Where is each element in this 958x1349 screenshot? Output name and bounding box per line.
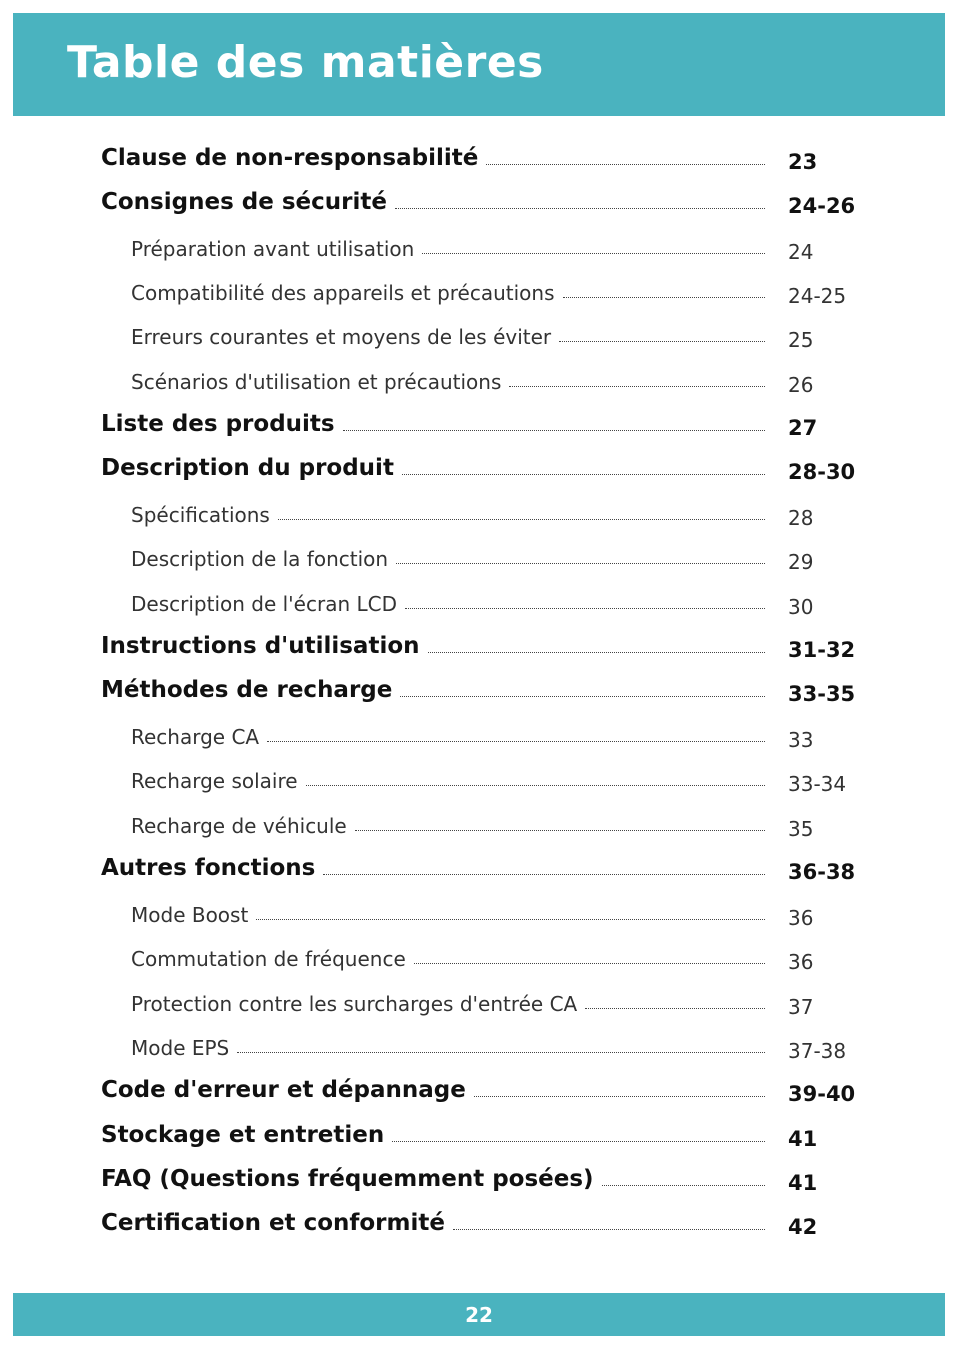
dotted-leader <box>323 874 765 875</box>
toc-entry-label: Erreurs courantes et moyens de les éviter <box>131 325 552 349</box>
toc-entry-page: 37-38 <box>788 1039 847 1063</box>
toc-entry-label: Description de la fonction <box>131 547 389 571</box>
toc-entry-label: Code d'erreur et dépannage <box>101 1077 466 1103</box>
toc-entry-label: Scénarios d'utilisation et précautions <box>131 370 502 394</box>
toc-entry-label: Liste des produits <box>101 411 335 437</box>
toc-entry-page: 33 <box>788 728 814 752</box>
toc-entry[interactable] <box>131 974 958 1019</box>
footer-banner <box>13 1293 945 1336</box>
dotted-leader <box>453 1229 765 1230</box>
dotted-leader <box>474 1096 765 1097</box>
toc-entry-label: Recharge de véhicule <box>131 814 347 838</box>
toc-entry[interactable] <box>131 352 958 397</box>
dotted-leader <box>396 563 765 564</box>
toc-entry-page: 33-35 <box>788 682 856 706</box>
toc-entry[interactable] <box>101 174 958 218</box>
toc-entry-label: Spécifications <box>131 503 270 527</box>
dotted-leader <box>428 652 765 653</box>
toc-entry-label: Description de l'écran LCD <box>131 592 397 616</box>
dotted-leader <box>392 1141 765 1142</box>
toc-entry-page: 41 <box>788 1127 818 1151</box>
toc-entry-label: Mode Boost <box>131 903 249 927</box>
toc-entry[interactable] <box>101 1195 958 1239</box>
toc-entry[interactable] <box>131 485 958 530</box>
toc-entry-page: 41 <box>788 1171 818 1195</box>
toc-entry-label: Préparation avant utilisation <box>131 237 415 261</box>
toc-entry[interactable] <box>131 751 958 796</box>
dotted-leader <box>563 297 765 298</box>
toc-entry-page: 27 <box>788 416 818 440</box>
dotted-leader <box>400 696 765 697</box>
toc-entry[interactable] <box>101 1151 958 1195</box>
toc-entry-label: Description du produit <box>101 455 394 481</box>
toc-entry-label: Méthodes de recharge <box>101 677 393 703</box>
dotted-leader <box>267 741 765 742</box>
toc-entry[interactable] <box>131 885 958 930</box>
dotted-leader <box>422 253 765 254</box>
dotted-leader <box>256 919 765 920</box>
toc-entry-page: 35 <box>788 817 814 841</box>
toc-entry-label: Compatibilité des appareils et précautions <box>131 281 555 305</box>
toc-entry-page: 33-34 <box>788 772 847 796</box>
toc-entry[interactable] <box>131 929 958 974</box>
dotted-leader <box>486 164 765 165</box>
toc-entry[interactable] <box>101 440 958 484</box>
dotted-leader <box>559 341 765 342</box>
dotted-leader <box>306 785 765 786</box>
toc-entry-page: 42 <box>788 1215 818 1239</box>
dotted-leader <box>602 1185 765 1186</box>
toc-entry[interactable] <box>131 307 958 352</box>
dotted-leader <box>585 1008 765 1009</box>
toc-entry-page: 37 <box>788 995 814 1019</box>
toc-entry-label: Clause de non-responsabilité <box>101 145 479 171</box>
toc-entry-page: 24-26 <box>788 194 856 218</box>
toc-entry[interactable] <box>101 396 958 440</box>
toc-entry-page: 31-32 <box>788 638 856 662</box>
toc-entry[interactable] <box>131 796 958 841</box>
toc-entry-page: 36 <box>788 950 814 974</box>
toc-entry[interactable] <box>101 1107 958 1151</box>
toc-entry-label: Mode EPS <box>131 1036 230 1060</box>
toc-entry-label: Recharge solaire <box>131 769 298 793</box>
toc-entry-label: Stockage et entretien <box>101 1122 385 1148</box>
toc-entry-page: 23 <box>788 150 818 174</box>
toc-entry-label: Instructions d'utilisation <box>101 633 420 659</box>
toc-entry-page: 25 <box>788 328 814 352</box>
toc-entry[interactable] <box>101 618 958 662</box>
toc-entry[interactable] <box>101 662 958 706</box>
toc-entry[interactable] <box>101 840 958 884</box>
toc-entry[interactable] <box>131 707 958 752</box>
toc-entry[interactable] <box>131 529 958 574</box>
toc-entry-label: Autres fonctions <box>101 855 316 881</box>
toc-entry-label: Commutation de fréquence <box>131 947 406 971</box>
toc-entry-label: Consignes de sécurité <box>101 189 387 215</box>
dotted-leader <box>355 830 765 831</box>
dotted-leader <box>414 963 765 964</box>
dotted-leader <box>395 208 765 209</box>
toc-entry[interactable] <box>131 1018 958 1063</box>
toc-entry[interactable] <box>131 574 958 619</box>
dotted-leader <box>278 519 765 520</box>
toc-entry-page: 26 <box>788 373 814 397</box>
toc-entry-label: FAQ (Questions fréquemment posées) <box>101 1166 594 1192</box>
toc-entry-page: 24 <box>788 240 814 264</box>
dotted-leader <box>402 474 765 475</box>
toc-entry[interactable] <box>131 219 958 264</box>
toc-entry-page: 39-40 <box>788 1082 856 1106</box>
toc-entry-label: Recharge CA <box>131 725 260 749</box>
dotted-leader <box>405 608 765 609</box>
toc-entry-page: 36-38 <box>788 860 856 884</box>
page-number: 22 <box>465 1303 493 1327</box>
toc-entry[interactable] <box>131 263 958 308</box>
toc-entry-label: Certification et conformité <box>101 1210 445 1236</box>
toc-entry[interactable] <box>101 130 958 174</box>
dotted-leader <box>343 430 765 431</box>
toc-entry-page: 36 <box>788 906 814 930</box>
toc-entry-page: 24-25 <box>788 284 847 308</box>
toc-entry-label: Protection contre les surcharges d'entrée CA <box>131 992 578 1016</box>
toc-entry-page: 30 <box>788 595 814 619</box>
toc-entry-page: 29 <box>788 550 814 574</box>
dotted-leader <box>509 386 765 387</box>
page-title: Table des matières <box>67 37 544 88</box>
toc-entry-page: 28 <box>788 506 814 530</box>
toc-entry-page: 28-30 <box>788 460 856 484</box>
toc-entry[interactable] <box>101 1062 958 1106</box>
dotted-leader <box>237 1052 765 1053</box>
